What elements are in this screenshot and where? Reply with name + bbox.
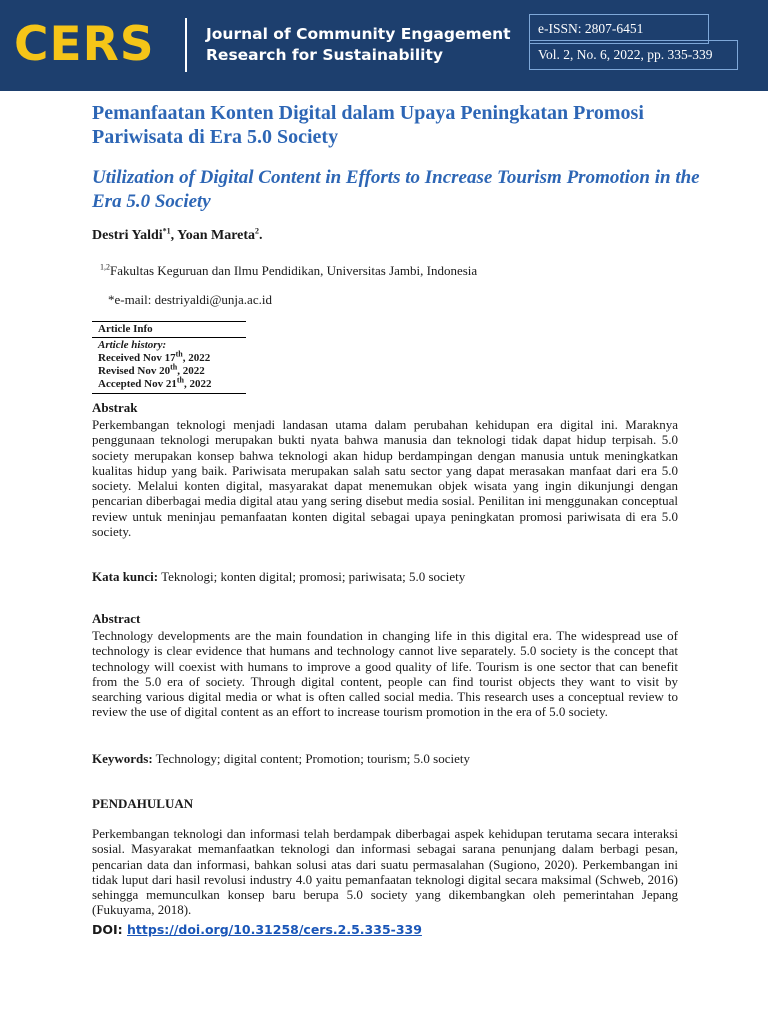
accepted-date: Accepted Nov 21th, 2022 [98,375,212,390]
doi-link[interactable]: https://doi.org/10.31258/cers.2.5.335-339 [127,922,422,937]
article-history [92,338,246,394]
title-indonesian: Pemanfaatan Konten Digital dalam Upaya Peningkatan Promosi Pariwisata di Era 5.0 Society [92,102,644,148]
journal-header [0,0,768,91]
article-info [92,321,246,394]
kata-kunci-label: Kata kunci: [92,569,159,584]
received-date: Received Nov 17th, 2022 [98,349,211,364]
abstrak-heading: Abstrak [92,400,138,415]
keywords-label: Keywords: [92,751,153,766]
author-name: Yoan Mareta [177,228,256,243]
journal-name [206,24,511,66]
journal-name-line2: Research for Sustainability [206,46,443,64]
header-divider [185,18,187,72]
keywords [92,751,470,767]
doi-label: DOI: [92,922,128,937]
journal-name-line1: Journal of Community Engagement [206,25,511,43]
kata-kunci-text: Teknologi; konten digital; promosi; pariwisata; 5.0 society [158,569,466,584]
author-sup: *1 [162,226,171,236]
article-history-label: Article history: [98,339,167,351]
author-separator: , [170,228,178,243]
corresponding-email: *e-mail: destriyaldi@unja.ac.id [108,292,272,307]
affiliation-sup: 1,2 [100,262,110,272]
keywords-text: Technology; digital content; Promotion; tourism; 5.0 society [152,751,470,766]
title-english: Utilization of Digital Content in Efforts to Increase Tourism Promotion in the Era 5.0 Society [92,167,700,212]
affiliation-text: Fakultas Keguruan dan Ilmu Pendidikan, Universitas Jambi, Indonesia [110,263,478,278]
revised-date: Revised Nov 20th, 2022 [98,362,205,377]
eissn-box: e-ISSN: 2807-6451 [529,14,709,44]
author-name: Destri Yaldi [92,228,163,243]
affiliation [100,263,477,279]
kata-kunci [92,569,465,585]
pendahuluan-heading: PENDAHULUAN [92,796,194,811]
author-end: . [259,228,263,243]
journal-logo: CERS [14,17,155,72]
abstract-text: Technology developments are the main foundation in changing life in this digital era. The widespread use of technology is clear evidence that humans and technology cannot live separately. 5.0 society is the concept that technology will coexist with humans to improve a good quality of life. Tourism is one sector that can benefit from the 5.0 era of society. Through digital content, people can find tourist objects they want to visit by searching various digital media or what is often called social media. This research uses a conceptual review to review the use of digital content as an effort to increase tourism promotion in the era of 5.0 society. [92,628,678,720]
abstract-heading: Abstract [92,611,141,626]
article-info-heading: Article Info [92,322,246,338]
author-sup: 2 [255,226,260,236]
pendahuluan-text: Perkembangan teknologi dan informasi telah berdampak diberbagai aspek kehidupan terutama secara interaksi sosial. Masyarakat memanfaatkan teknologi dan informasi sebagai sarana penunjang dalam berbagi pesan, pencarian data dan informasi, bahkan solusi atas dari suatu permasalahan (Sugiono, 2020). Perkembangan ini tidak luput dari hasil revolusi industry 4.0 yaitu pemanfaatan teknologi digital secara maksimal (Schweb, 2016) sehingga memunculkan konsep baru berupa 5.0 society yang dikembangkan oleh pemerintahan Jepang (Fukuyama, 2018). [92,826,678,918]
author-list [92,228,263,244]
volume-box: Vol. 2, No. 6, 2022, pp. 335-339 [529,40,738,70]
abstrak-text: Perkembangan teknologi menjadi landasan utama dalam perubahan kehidupan era digital ini. Maraknya penggunaan teknologi merupakan bukti nyata bahwa manusia dan teknologi tidak dapat hidup terpisah. 5.0 society merupakan konsep bahwa teknologi akan hidup berdampingan dengan manusia untuk meningkatkan kualitas hidup yang baik. Pariwisata merupakan salah satu sector yang dapat merasakan manfaat dari era 5.0 society. Melalui konten digital, masyarakat dapat menemukan objek wisata yang ingin dikunjungi dengan pencarian diberbagai media digital atau yang sering disebut media sosial. Penilitan ini menggunakan conceptual review untuk meninjau pemanfaatan konten digital sebagai upaya peningkatan promosi pariwisata di era 5.0 society. [92,417,678,540]
doi-line [92,922,422,937]
